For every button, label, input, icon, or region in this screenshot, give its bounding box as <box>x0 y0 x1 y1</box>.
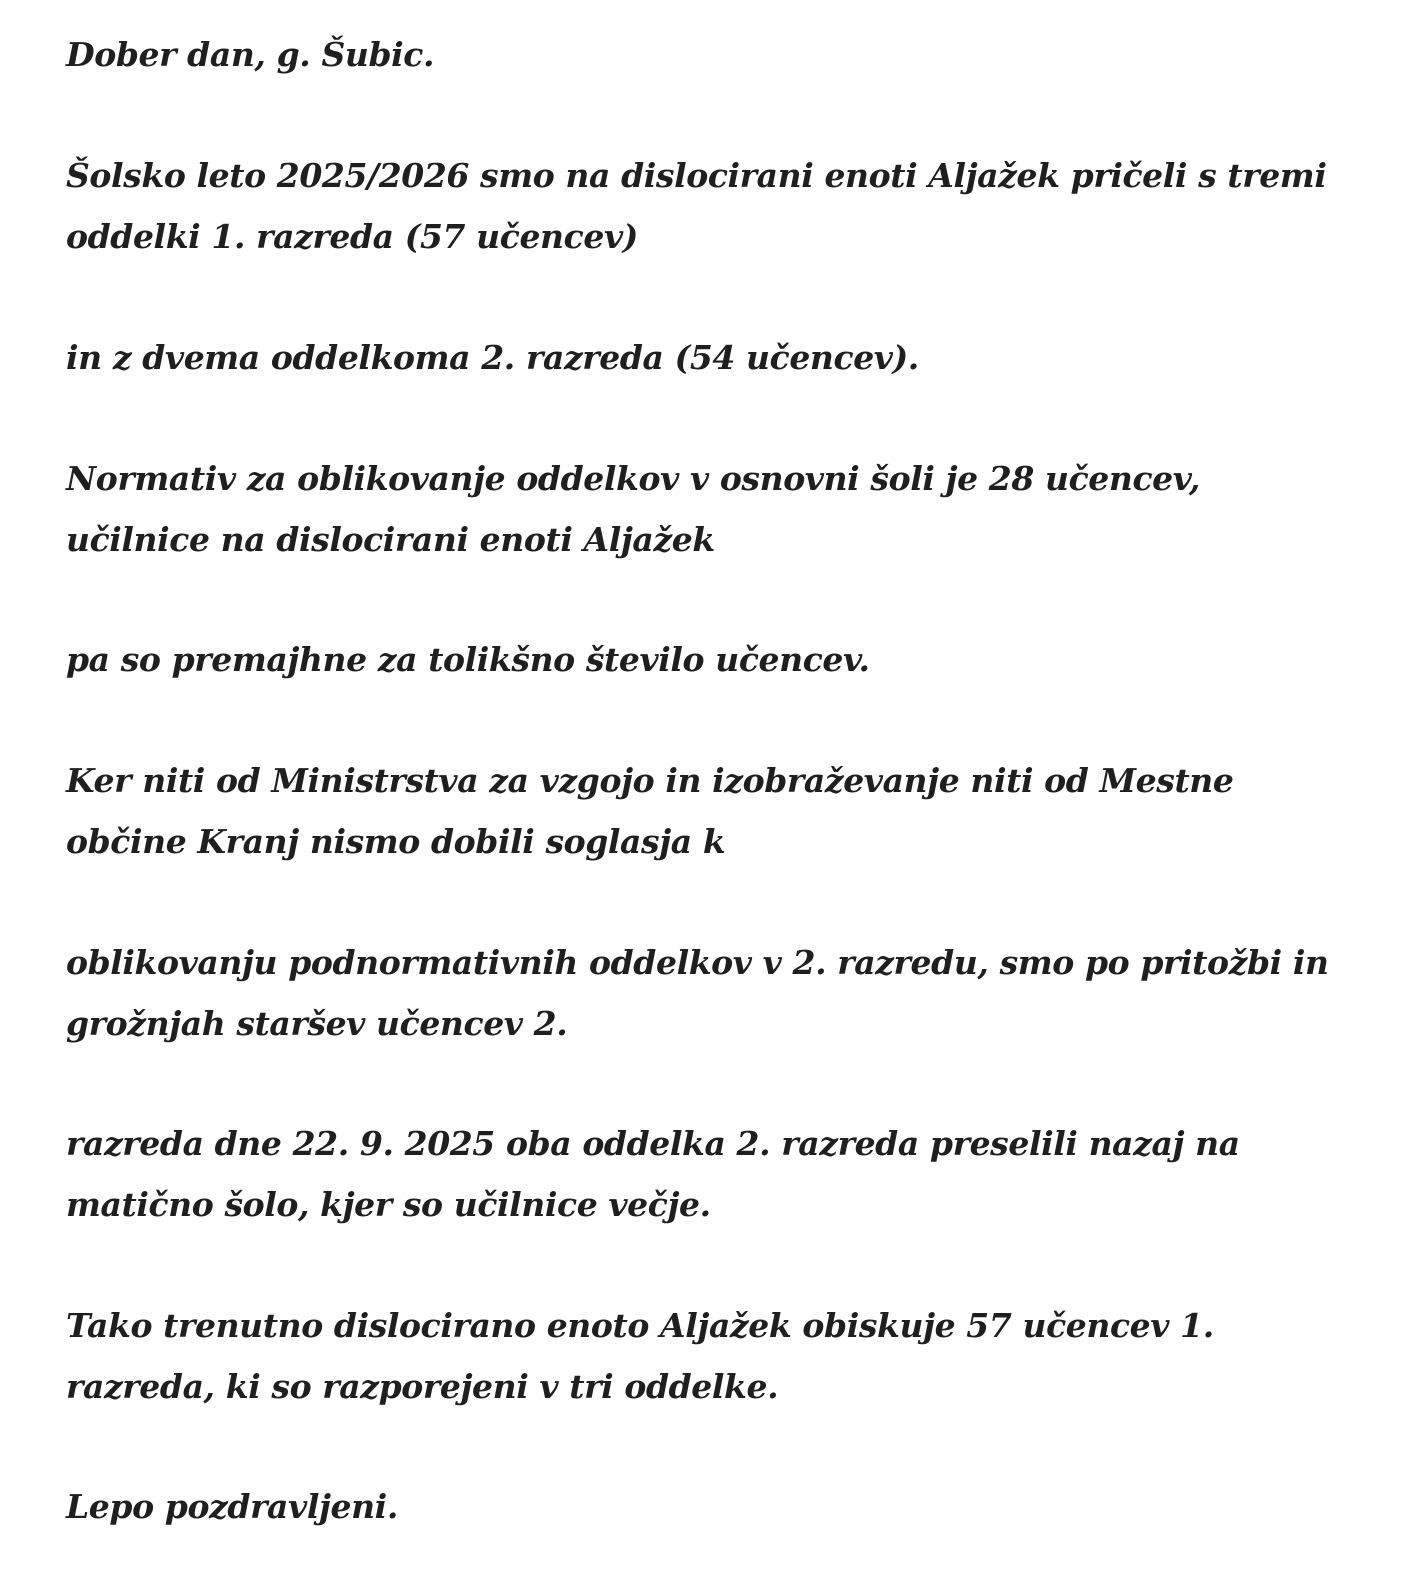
paragraph-relocation <box>66 1113 1240 1235</box>
closing-line: Lepo pozdravljeni. <box>66 1487 398 1526</box>
paragraph-line: občine Kranj nismo dobili soglasja k <box>66 822 726 861</box>
paragraph-line: Normativ za oblikovanje oddelkov v osnovni šoli je 28 učencev, <box>66 459 1200 498</box>
paragraph-line: učilnice na dislocirani enoti Aljažek <box>66 520 715 559</box>
paragraph-line: pa so premajhne za tolikšno število učencev. <box>66 640 870 679</box>
paragraph-line: razreda dne 22. 9. 2025 oba oddelka 2. razreda preselili nazaj na <box>66 1124 1240 1163</box>
paragraph-line: Tako trenutno dislocirano enoto Aljažek obiskuje 57 učencev 1. <box>66 1306 1214 1345</box>
paragraph-line: razreda, ki so razporejeni v tri oddelke. <box>66 1367 779 1406</box>
closing <box>66 1476 398 1537</box>
paragraph-line: oblikovanju podnormativnih oddelkov v 2. razredu, smo po pritožbi in <box>66 943 1329 982</box>
paragraph-line: in z dvema oddelkoma 2. razreda (54 učencev). <box>66 338 919 377</box>
paragraph-complaint <box>66 932 1329 1054</box>
greeting <box>66 24 434 85</box>
paragraph-school-year <box>66 145 1326 267</box>
paragraph-line: grožnjah staršev učencev 2. <box>66 1004 568 1043</box>
paragraph-normative <box>66 448 1200 570</box>
paragraph-line: matično šolo, kjer so učilnice večje. <box>66 1185 711 1224</box>
paragraph-line: Ker niti od Ministrstva za vzgojo in izobraževanje niti od Mestne <box>66 761 1234 800</box>
paragraph-classrooms <box>66 629 870 690</box>
paragraph-ministry <box>66 750 1233 872</box>
greeting-line: Dober dan, g. Šubic. <box>66 35 435 74</box>
paragraph-line: Šolsko leto 2025/2026 smo na dislocirani enoti Aljažek pričeli s tremi <box>66 156 1327 195</box>
paragraph-line: oddelki 1. razreda (57 učencev) <box>66 217 638 256</box>
paragraph-current-status <box>66 1295 1214 1417</box>
paragraph-second-grade <box>66 327 919 388</box>
